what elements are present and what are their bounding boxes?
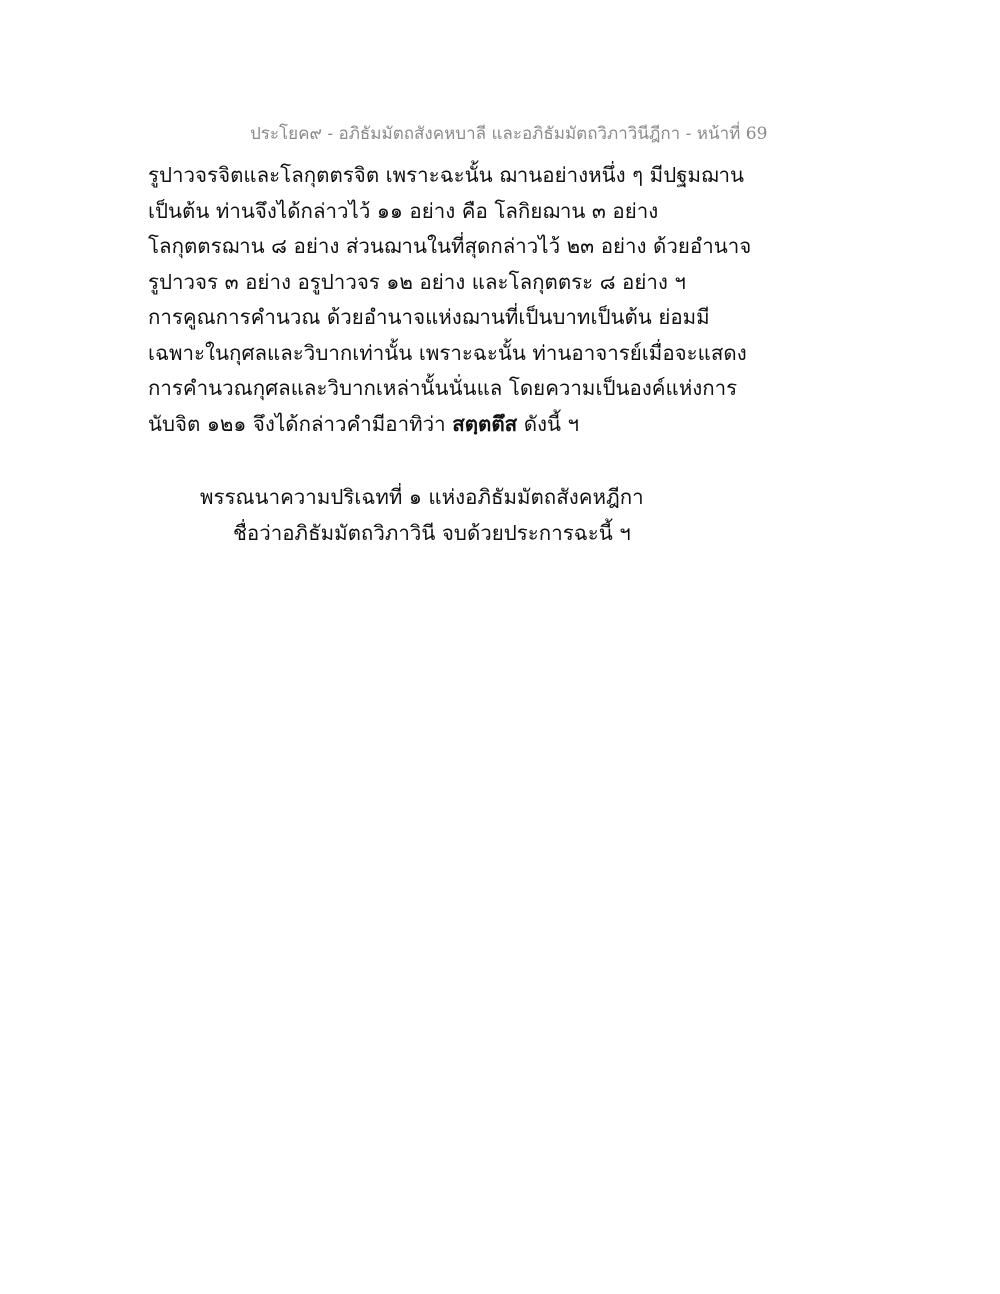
body-line: รูปาวจร ๓ อย่าง อรูปาวจร ๑๒ อย่าง และโลกุตตระ ๘ อย่าง ฯ (148, 269, 686, 294)
pali-term: สตฺตตึส (452, 411, 518, 436)
running-header: ประโยค๙ - อภิธัมมัตถสังคหบาลี และอภิธัมมัตถวิภาวินีฎีกา - หน้าที่ 69 (250, 124, 768, 144)
closing-line-1: พรรณนาความปริเฉทที่ ๑ แห่งอภิธัมมัตถสังคหฎีกา (200, 485, 644, 509)
last-line-suffix: ดังนี้ ฯ (523, 411, 580, 436)
body-paragraph (148, 158, 752, 442)
body-line: โลกุตตรฌาน ๘ อย่าง ส่วนฌานในที่สุดกล่าวไว้ ๒๓ อย่าง ด้วยอำนาจ (148, 234, 752, 258)
closing-line-2: ชื่อว่าอภิธัมมัตถวิภาวินี จบด้วยประการฉะนี้ ฯ (233, 520, 631, 545)
body-line: การคูณการคำนวณ ด้วยอำนาจแห่งฌานที่เป็นบาทเป็นต้น ย่อมมี (148, 305, 710, 329)
body-last-line (148, 407, 748, 443)
body-line: รูปาวจรจิตและโลกุตตรจิต เพราะฉะนั้น ฌานอย่างหนึ่ง ๆ มีปฐมฌาน (148, 163, 745, 187)
body-line: เฉพาะในกุศลและวิบากเท่านั้น เพราะฉะนั้น ท่านอาจารย์เมื่อจะแสดง (148, 340, 747, 365)
chapter-closing (200, 480, 720, 551)
body-line: การคำนวณกุศลและวิบากเหล่านั้นนั่นแล โดยความเป็นองค์แห่งการ (148, 376, 738, 400)
body-line: เป็นต้น ท่านจึงได้กล่าวไว้ ๑๑ อย่าง คือ โลกิยฌาน ๓ อย่าง (148, 198, 659, 223)
last-line-prefix: นับจิต ๑๒๑ จึงได้กล่าวคำมีอาทิว่า (148, 411, 446, 436)
